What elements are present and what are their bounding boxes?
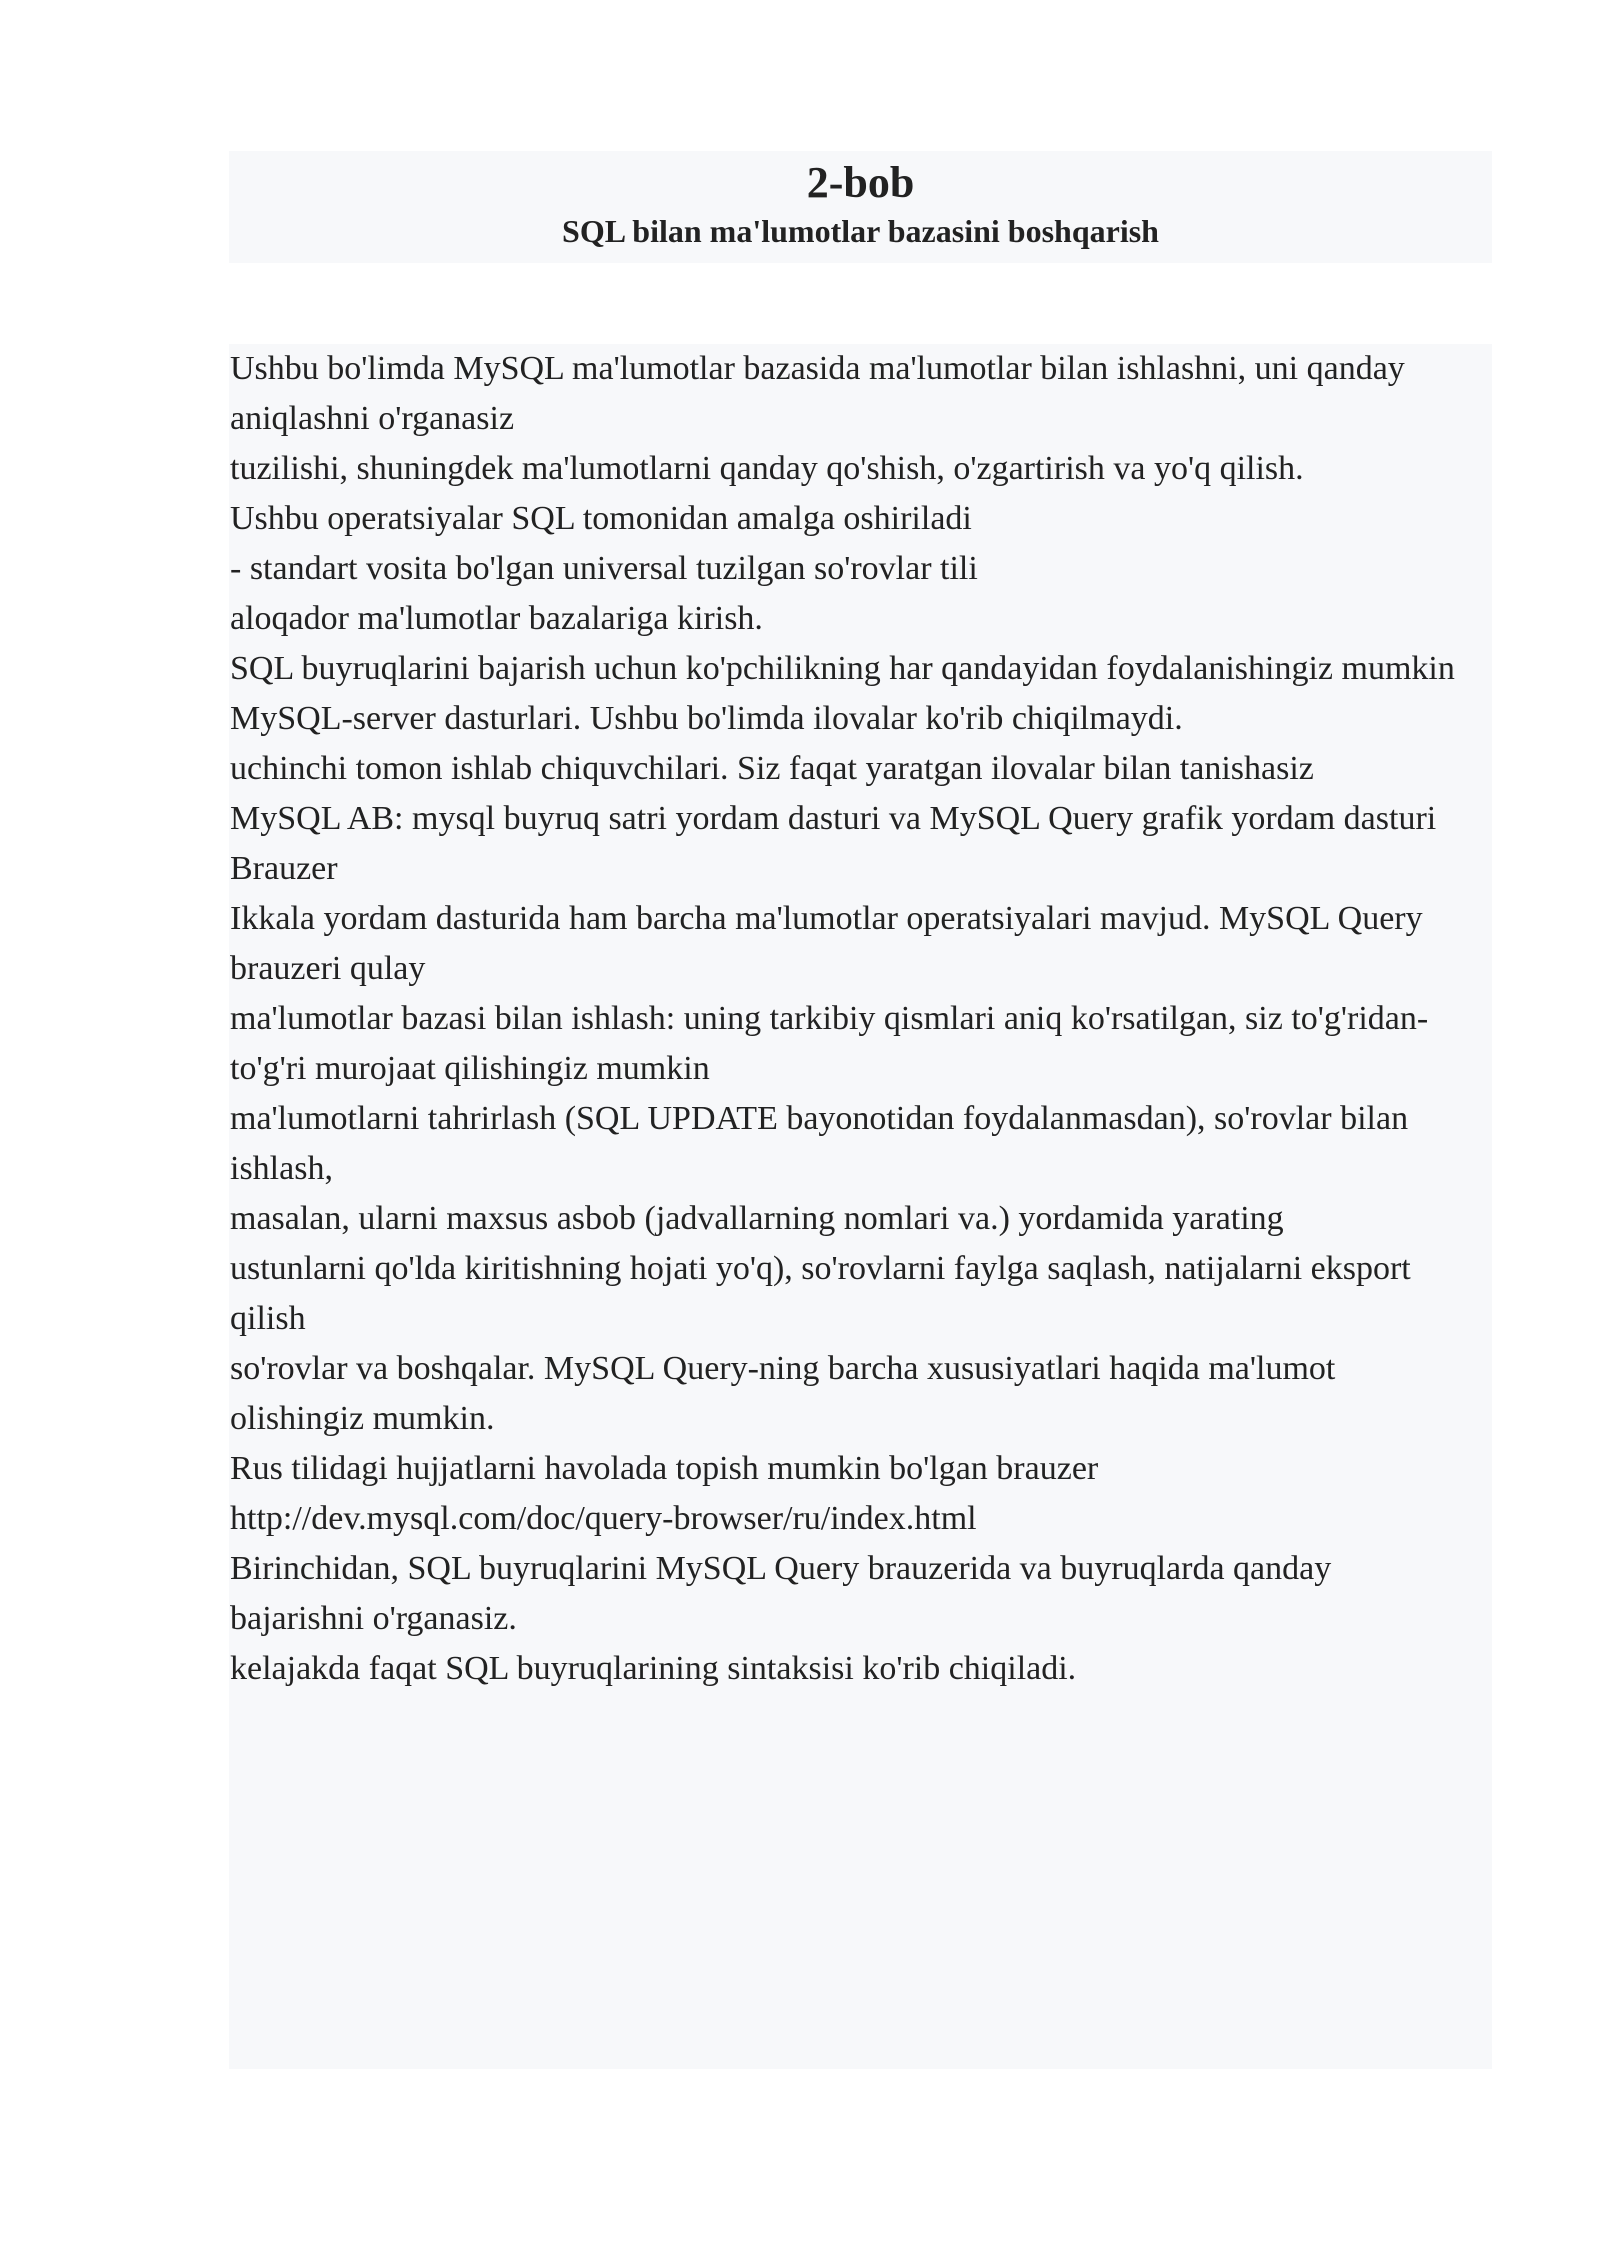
- text-line: ma'lumotlar bazasi bilan ishlash: uning tarkibiy qismlari aniq ko'rsatilgan, siz to'g'ridan-to'g'ri murojaat qilishingiz mumkin: [230, 1000, 1429, 1087]
- chapter-header: [229, 151, 1492, 263]
- text-line: MySQL AB: mysql buyruq satri yordam dasturi va MySQL Query grafik yordam dasturi: [230, 800, 1437, 837]
- text-line: Birinchidan, SQL buyruqlarini MySQL Query brauzerida va buyruqlarda qanday bajarishni o'rganasiz.: [230, 1550, 1332, 1637]
- text-line: Ikkala yordam dasturida ham barcha ma'lumotlar operatsiyalari mavjud. MySQL Query brauzeri qulay: [230, 900, 1423, 987]
- text-line: - standart vosita bo'lgan universal tuzilgan so'rovlar tili: [230, 550, 978, 587]
- text-line: so'rovlar va boshqalar. MySQL Query-ning barcha xususiyatlari haqida ma'lumot olishingiz mumkin.: [230, 1350, 1336, 1437]
- text-line: aloqador ma'lumotlar bazalariga kirish.: [230, 600, 763, 637]
- text-line: masalan, ularni maxsus asbob (jadvallarning nomlari va.) yordamida yarating: [230, 1200, 1284, 1237]
- text-line: tuzilishi, shuningdek ma'lumotlarni qanday qo'shish, o'zgartirish va yo'q qilish.: [230, 450, 1304, 487]
- link-url: http://dev.mysql.com/doc/query-browser/ru/index.html: [230, 1500, 977, 1537]
- text-line: MySQL-server dasturlari. Ushbu bo'limda ilovalar ko'rib chiqilmaydi.: [230, 700, 1183, 737]
- chapter-number: 2-bob: [806, 158, 915, 207]
- text-line: SQL buyruqlarini bajarish uchun ko'pchilikning har qandayidan foydalanishingiz mumkin: [230, 650, 1455, 687]
- text-line: uchinchi tomon ishlab chiquvchilari. Siz faqat yaratgan ilovalar bilan tanishasiz: [230, 750, 1314, 787]
- chapter-title: SQL bilan ma'lumotlar bazasini boshqarish: [562, 213, 1159, 249]
- text-line: Ushbu operatsiyalar SQL tomonidan amalga oshiriladi: [230, 500, 972, 537]
- body-text: [229, 344, 1492, 2069]
- text-line: Rus tilidagi hujjatlarni havolada topish mumkin bo'lgan brauzer: [230, 1450, 1099, 1487]
- text-line: ma'lumotlarni tahrirlash (SQL UPDATE bayonotidan foydalanmasdan), so'rovlar bilan ishlash,: [230, 1100, 1409, 1187]
- text-line: Ushbu bo'limda MySQL ma'lumotlar bazasida ma'lumotlar bilan ishlashni, uni qanday aniqlashni o'rganasiz: [230, 350, 1405, 437]
- text-line: Brauzer: [230, 850, 338, 887]
- text-line: kelajakda faqat SQL buyruqlarining sintaksisi ko'rib chiqiladi.: [230, 1650, 1077, 1687]
- text-line: ustunlarni qo'lda kiritishning hojati yo'q), so'rovlarni faylga saqlash, natijalarni eksport qilish: [230, 1250, 1411, 1337]
